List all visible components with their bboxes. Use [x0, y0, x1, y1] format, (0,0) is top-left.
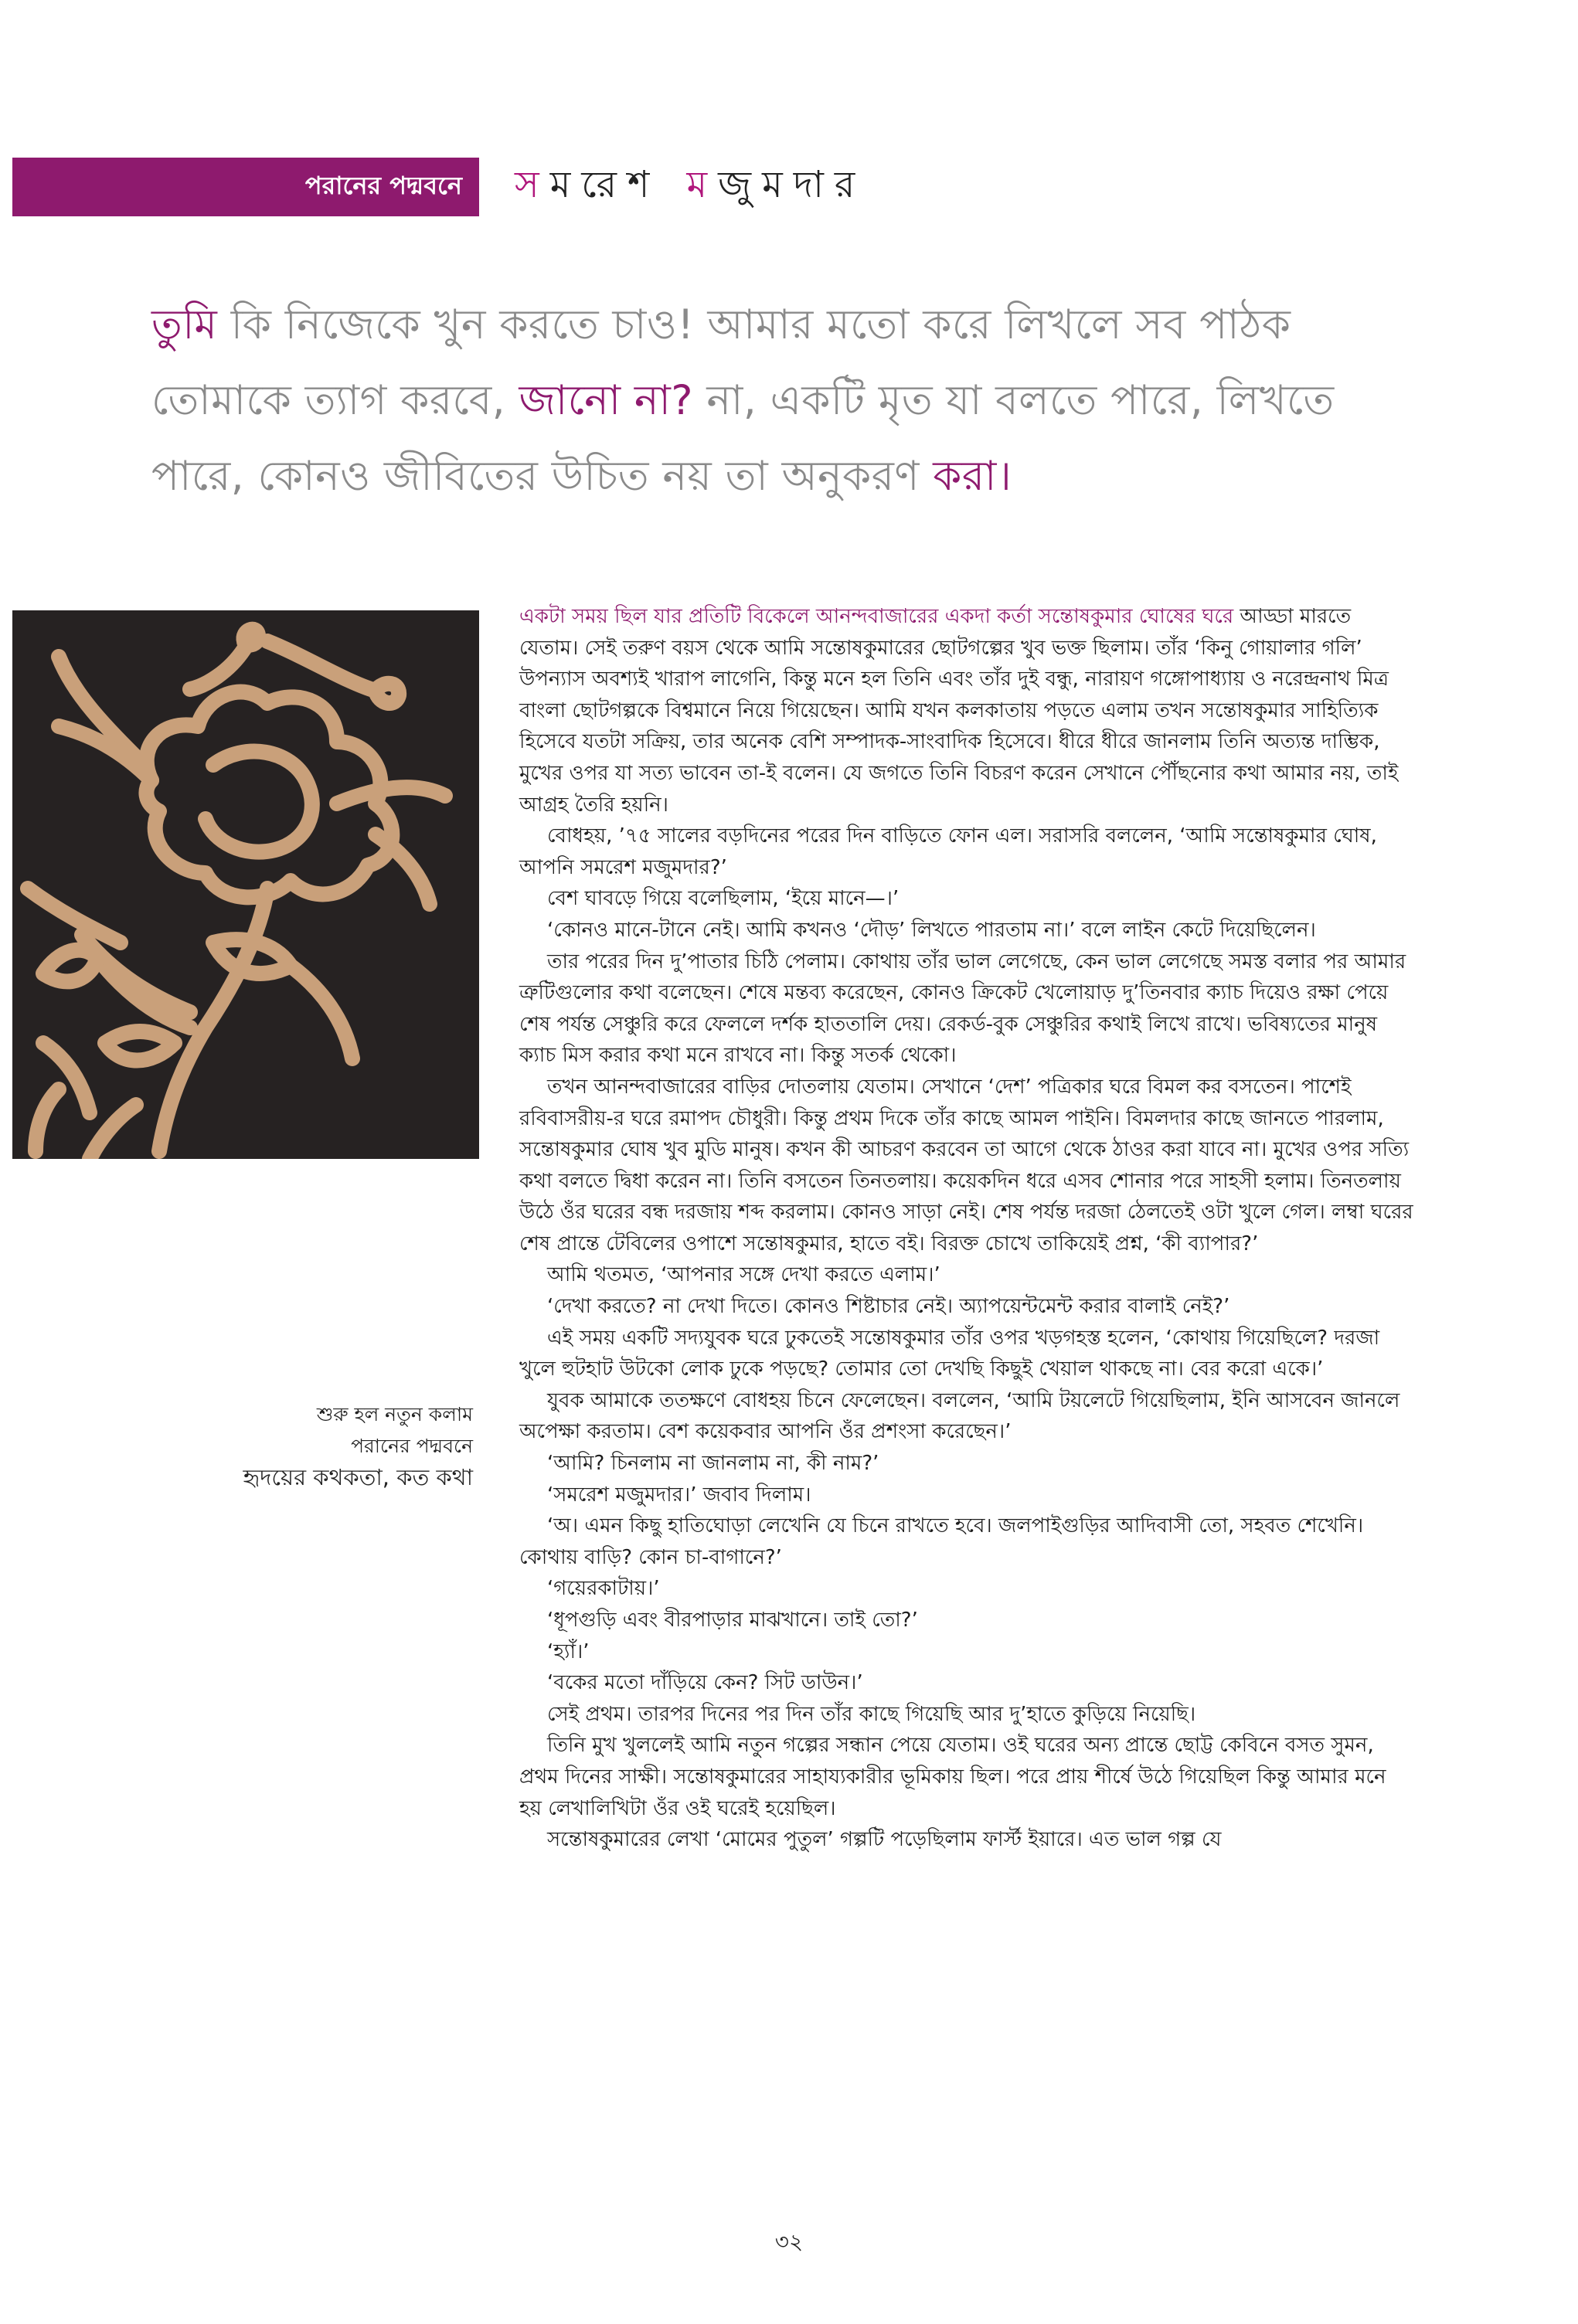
author-last-rest: জুমদার — [718, 162, 866, 206]
pull-quote-text-2: না, একটি মৃত যা বলতে পারে, লিখতে পারে, কোনও জীবিতের উচিত নয় তা অনুকরণ — [151, 377, 1335, 500]
article-paragraph — [519, 601, 1414, 821]
caption-line-3: হৃদয়ের কথকতা, কত কথা — [243, 1464, 473, 1490]
article-paragraph: ‘সমরেশ মজুমদার।’ জবাব দিলাম। — [547, 1483, 811, 1507]
article-paragraph: ‘আমি? চিনলাম না জানলাম না, কী নাম?’ — [547, 1452, 879, 1476]
article-paragraph: বোধহয়, ’৭৫ সালের বড়দিনের পরের দিন বাড়িতে ফোন এল। সরাসরি বললেন, ‘আমি সন্তোষকুমার ঘোষ, আপনি সমরেশ মজুমদার?’ — [519, 824, 1377, 879]
pull-quote-text-1: কি নিজেকে খুন করতে চাও! আমার মতো করে লিখলে সব পাঠক তোমাকে ত্যাগ করবে, — [151, 301, 1291, 424]
article-paragraph: ‘গয়েরকাটায়।’ — [547, 1577, 660, 1601]
column-caption — [155, 1398, 473, 1493]
lotus-flower-illustration — [12, 610, 479, 1159]
caption-line-1: শুরু হল নতুন কলাম — [316, 1403, 473, 1425]
author-name — [515, 158, 866, 216]
article-lead: একটা সময় ছিল যার প্রতিটি বিকেলে আনন্দবাজারের একদা কর্তা সন্তোষকুমার ঘোষের ঘরে — [519, 605, 1234, 628]
pull-quote — [151, 287, 1357, 515]
article-paragraph: সন্তোষকুমারের লেখা ‘মোমের পুতুল’ গল্পটি পড়েছিলাম ফার্স্ট ইয়ারে। এত ভাল গল্প যে — [547, 1828, 1222, 1852]
section-label-bar — [12, 158, 479, 216]
article-paragraph: তিনি মুখ খুললেই আমি নতুন গল্পের সন্ধান পেয়ে যেতাম। ওই ঘরের অন্য প্রান্তে ছোট্ট কেবিনে বসত সুমন, প্রথম দিনের সাক্ষী। সন্তোষকুমারের সাহায্যকারীর ভূমিকায় ছিল। পরে প্রায় শীর্ষে উঠে গিয়েছিল কিন্তু আমার মনে হয় লেখালিখিটা ওঁর ওই ঘরেই হয়েছিল। — [519, 1734, 1386, 1820]
pull-quote-highlight-3: করা। — [933, 453, 1012, 500]
article-paragraph: এই সময় একটি সদ্যযুবক ঘরে ঢুকতেই সন্তোষকুমার তাঁর ওপর খড়গহস্ত হলেন, ‘কোথায় গিয়েছিলে? দরজা খুলে হুটহাট উটকো লোক ঢুকে পড়ছে? তোমার তো দেখছি কিছুই খেয়াল থাকছে না। বের করো একে।’ — [519, 1326, 1380, 1381]
article-paragraph: তখন আনন্দবাজারের বাড়ির দোতলায় যেতাম। সেখানে ‘দেশ’ পত্রিকার ঘরে বিমল কর বসতেন। পাশেই রবিবাসরীয়-র ঘরে রমাপদ চৌধুরী। কিন্তু প্রথম দিকে তাঁর কাছে আমল পাইনি। বিমলদার কাছে জানতে পারলাম, সন্তোষকুমার ঘোষ খুব মুডি মানুষ। কখন কী আচরণ করবেন তা আগে থেকে ঠাওর করা যাবে না। মুখের ওপর সত্যি কথা বলতে দ্বিধা করেন না। তিনি বসতেন তিনতলায়। কয়েকদিন ধরে এসব শোনার পরে সাহসী হলাম। তিনতলায় উঠে ওঁর ঘরের বন্ধ দরজায় শব্দ করলাম। কোনও সাড়া নেই। শেষ পর্যন্ত দরজা ঠেলতেই ওটা খুলে গেল। লম্বা ঘরের শেষ প্রান্তে টেবিলের ওপাশে সন্তোষকুমার, হাতে বই। বিরক্ত চোখে তাকিয়েই প্রশ্ন, ‘কী ব্যাপার?’ — [519, 1075, 1413, 1255]
article-paragraph: সেই প্রথম। তারপর দিনের পর দিন তাঁর কাছে গিয়েছি আর দু’হাতে কুড়িয়ে নিয়েছি। — [547, 1702, 1196, 1726]
author-first-initial: স — [515, 162, 550, 206]
section-label: পরানের পদ্মবনে — [304, 171, 462, 200]
author-last-initial: ম — [686, 162, 719, 206]
article-paragraph: আমি থতমত, ‘আপনার সঙ্গে দেখা করতে এলাম।’ — [547, 1263, 940, 1287]
article-paragraph: ‘হ্যাঁ।’ — [547, 1639, 590, 1663]
article-paragraph: তার পরের দিন দু’পাতার চিঠি পেলাম। কোথায় তাঁর ভাল লেগেছে, কেন ভাল লেগেছে সমস্ত বলার পর আমার ত্রুটিগুলোর কথা বলেছেন। শেষে মন্তব্য করেছেন, কোনও ক্রিকেট খেলোয়াড় দু’তিনবার ক্যাচ দিয়েও রক্ষা পেয়ে শেষ পর্যন্ত সেঞ্চুরি করে ফেললে দর্শক হাততালি দেয়। রেকর্ড-বুক সেঞ্চুরির কথাই লিখে রাখে। ভবিষ্যতের মানুষ ক্যাচ মিস করার কথা মনে রাখবে না। কিন্তু সতর্ক থেকো। — [519, 950, 1406, 1068]
author-first-rest: মরেশ — [549, 162, 661, 206]
article-paragraph: বেশ ঘাবড়ে গিয়ে বলেছিলাম, ‘ইয়ে মানে—।’ — [547, 887, 900, 911]
article-paragraph-1-rest: আড্ডা মারতে যেতাম। সেই তরুণ বয়স থেকে আমি সন্তোষকুমারের ছোটগল্পের খুব ভক্ত ছিলাম। তাঁর ‘কিনু গোয়ালার গলি’ উপন্যাস অবশ্যই খারাপ লাগেনি, কিন্তু মনে হল তিনি এবং তাঁর দুই বন্ধু, নারায়ণ গঙ্গোপাধ্যায় ও নরেন্দ্রনাথ মিত্র বাংলা ছোটগল্পকে বিশ্বমানে নিয়ে গিয়েছেন। আমি যখন কলকাতায় পড়তে এলাম তখন সন্তোষকুমার সাহিত্যিক হিসেবে যতটা সক্রিয়, তার অনেক বেশি সম্পাদক-সাংবাদিক হিসেবে। ধীরে ধীরে জানলাম তিনি অত্যন্ত দাম্ভিক, মুখের ওপর যা সত্য ভাবেন তা-ই বলেন। যে জগতে তিনি বিচরণ করেন সেখানে পৌঁছনোর কথা আমার নয়, তাই আগ্রহ তৈরি হয়নি। — [519, 605, 1399, 817]
page-number: ৩২ — [774, 2229, 804, 2254]
article-paragraph: ‘কোনও মানে-টানে নেই। আমি কখনও ‘দৌড়’ লিখতে পারতাম না।’ বলে লাইন কেটে দিয়েছিলেন। — [547, 918, 1316, 942]
lotus-flower-icon — [12, 610, 479, 1159]
article-body — [519, 601, 1414, 1856]
article-paragraph: ‘ধূপগুড়ি এবং বীরপাড়ার মাঝখানে। তাই তো?’ — [547, 1609, 918, 1632]
article-paragraph: ‘বকের মতো দাঁড়িয়ে কেন? সিট ডাউন।’ — [547, 1671, 863, 1695]
pull-quote-highlight-2: জানো না? — [519, 377, 694, 424]
caption-line-2: পরানের পদ্মবনে — [351, 1435, 473, 1457]
article-paragraph: ‘দেখা করতে? না দেখা দিতে। কোনও শিষ্টাচার নেই। অ্যাপয়েন্টমেন্ট করার বালাই নেই?’ — [547, 1295, 1230, 1319]
pull-quote-highlight-1: তুমি — [151, 301, 218, 348]
article-paragraph: ‘অ। এমন কিছু হাতিঘোড়া লেখেনি যে চিনে রাখতে হবে। জলপাইগুড়ির আদিবাসী তো, সহবত শেখেনি। কোথায় বাড়ি? কোন চা-বাগানে?’ — [519, 1514, 1364, 1569]
article-paragraph: যুবক আমাকে ততক্ষণে বোধহয় চিনে ফেলেছেন। বললেন, ‘আমি টয়লেটে গিয়েছিলাম, ইনি আসবেন জানলে অপেক্ষা করতাম। বেশ কয়েকবার আপনি ওঁর প্রশংসা করেছেন।’ — [519, 1388, 1400, 1444]
